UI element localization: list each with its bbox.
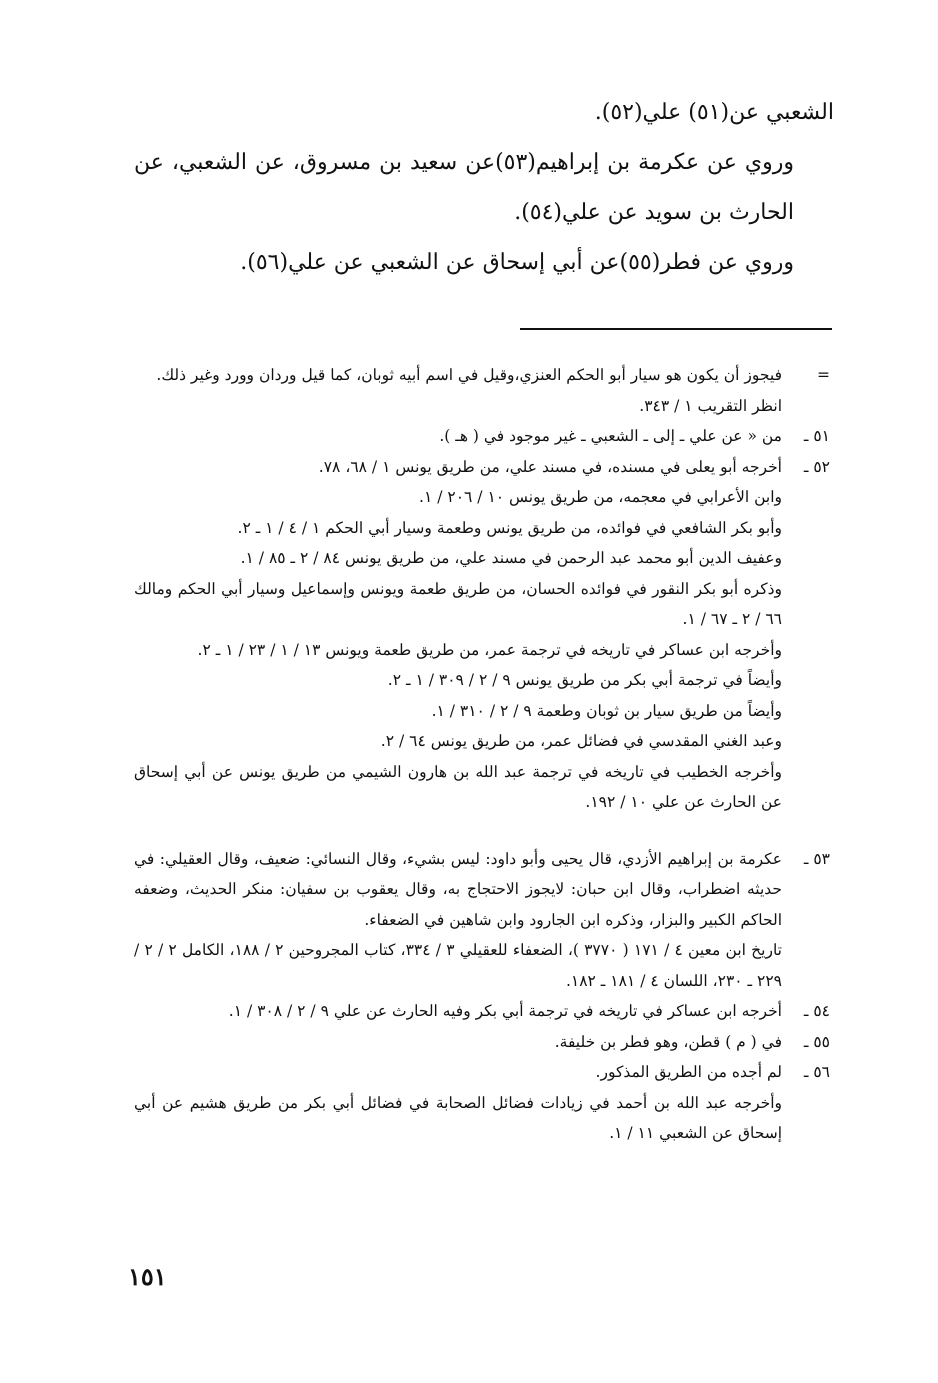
footnote-56 <box>134 1057 830 1149</box>
footnote-line: وعبد الغني المقدسي في فضائل عمر، من طريق يونس ٦٤ / ٢. <box>380 732 782 750</box>
footnote-line: فيجوز أن يكون هو سيار أبو الحكم العنزي،وقيل في اسم أبيه ثوبان، كما قيل وردان وورد وغير ذلك. <box>156 366 782 384</box>
footnote-line: تاريخ ابن معين ٤ / ١٧١ ( ٣٧٧٠ )، الضعفاء للعقيلي ٣ / ٣٣٤، كتاب المجروحين ٢ / ١٨٨، الكامل ٢ / ٢ / ٢٢٩ ـ ٢٣٠، اللسان ٤ / ١٨١ ـ ١٨٢. <box>134 941 782 990</box>
footnote-number: ٥٤ ـ <box>803 1002 830 1020</box>
main-text <box>134 88 834 288</box>
footnote-line: وأخرجه الخطيب في تاريخه في ترجمة عبد الله بن هارون الشيمي من طريق يونس عن أبي إسحاق عن الحارث عن علي ١٠ / ١٩٢. <box>134 762 782 811</box>
footnote-spacer <box>134 818 830 844</box>
footnote-52 <box>134 452 830 818</box>
footnote-line: وأيضاً من طريق سيار بن ثوبان وطعمة ٩ / ٢ / ٣١٠ / ١. <box>431 701 782 720</box>
footnote-number: ٥٦ ـ <box>803 1063 830 1081</box>
footnote-line: وأيضاً في ترجمة أبي بكر من طريق يونس ٩ / ٢ / ٣٠٩ / ١ ـ ٢. <box>387 671 782 689</box>
footnote-line: وأخرجه ابن عساكر في تاريخه في ترجمة عمر، من طريق طعمة ويونس ١٣ / ١ / ٢٣ / ١ ـ ٢. <box>197 640 782 659</box>
footnote-separator <box>520 328 832 330</box>
footnote-line: من « عن علي ـ إلى ـ الشعبي ـ غير موجود في ( هـ ). <box>439 427 782 445</box>
footnote-marker: = <box>817 366 830 384</box>
footnote-number: ٥٢ ـ <box>803 457 830 476</box>
footnote-continued <box>134 360 830 421</box>
footnote-53 <box>134 844 830 997</box>
footnote-line: أخرجه أبو يعلى في مسنده، في مسند علي، من طريق يونس ١ / ٦٨، ٧٨. <box>318 457 782 476</box>
main-paragraph-1: الشعبي عن(٥١) علي(٥٢). <box>594 100 834 125</box>
footnote-line: عكرمة بن إبراهيم الأزدي، قال يحيى وأبو داود: ليس بشيء، وقال النسائي: ضعيف، وقال العقيلي: في حديثه اضطراب، وقال ابن حبان: لايجوز الاحتجاج به، وقال يعقوب بن سفيان: منكر الحديث، وضعفه الحاكم الكبير والبزار، وذكره ابن الجارود وابن شاهين في الضعفاء. <box>134 849 782 929</box>
footnote-line: أخرجه ابن عساكر في تاريخه في ترجمة أبي بكر وفيه الحارث عن علي ٩ / ٢ / ٣٠٨ / ١. <box>228 1002 782 1020</box>
footnote-number: ٥٥ ـ <box>803 1032 830 1051</box>
main-paragraph-3: وروي عن فطر(٥٥)عن أبي إسحاق عن الشعبي عن علي(٥٦). <box>240 250 794 275</box>
footnote-54 <box>134 996 830 1027</box>
footnote-number: ٥١ ـ <box>803 427 830 445</box>
page-number: ١٥١ <box>128 1262 167 1291</box>
footnote-55 <box>134 1027 830 1058</box>
footnote-line: وابن الأعرابي في معجمه، من طريق يونس ١٠ / ٢٠٦ / ١. <box>419 488 782 506</box>
footnote-line: وذكره أبو بكر النقور في فوائده الحسان، من طريق طعمة ويونس وإسماعيل وسيار أبي الحكم ومالك ٦٦ / ٢ ـ ٦٧ / ١. <box>134 579 782 628</box>
footnote-line: لم أجده من الطريق المذكور. <box>595 1063 782 1081</box>
footnote-line: وأبو بكر الشافعي في فوائده، من طريق يونس وطعمة وسيار أبي الحكم ١ / ٤ / ١ ـ ٢. <box>237 518 782 537</box>
footnote-line: في ( م ) قطن، وهو فطر بن خليفة. <box>554 1032 782 1051</box>
footnote-number: ٥٣ ـ <box>803 849 830 868</box>
main-paragraph-2: وروي عن عكرمة بن إبراهيم(٥٣)عن سعيد بن مسروق، عن الشعبي، عن الحارث بن سويد عن علي(٥٤). <box>134 150 794 225</box>
footnote-line: وعفيف الدين أبو محمد عبد الرحمن في مسند علي، من طريق يونس ٨٤ / ٢ ـ ٨٥ / ١. <box>240 549 782 567</box>
footnote-line: انظر التقريب ١ / ٣٤٣. <box>639 396 782 415</box>
footnotes <box>134 360 830 1149</box>
footnote-51 <box>134 421 830 452</box>
footnote-line: وأخرجه عبد الله بن أحمد في زيادات فضائل الصحابة في فضائل أبي بكر من طريق هشيم عن أبي إسحاق عن الشعبي ١١ / ١. <box>134 1093 782 1142</box>
